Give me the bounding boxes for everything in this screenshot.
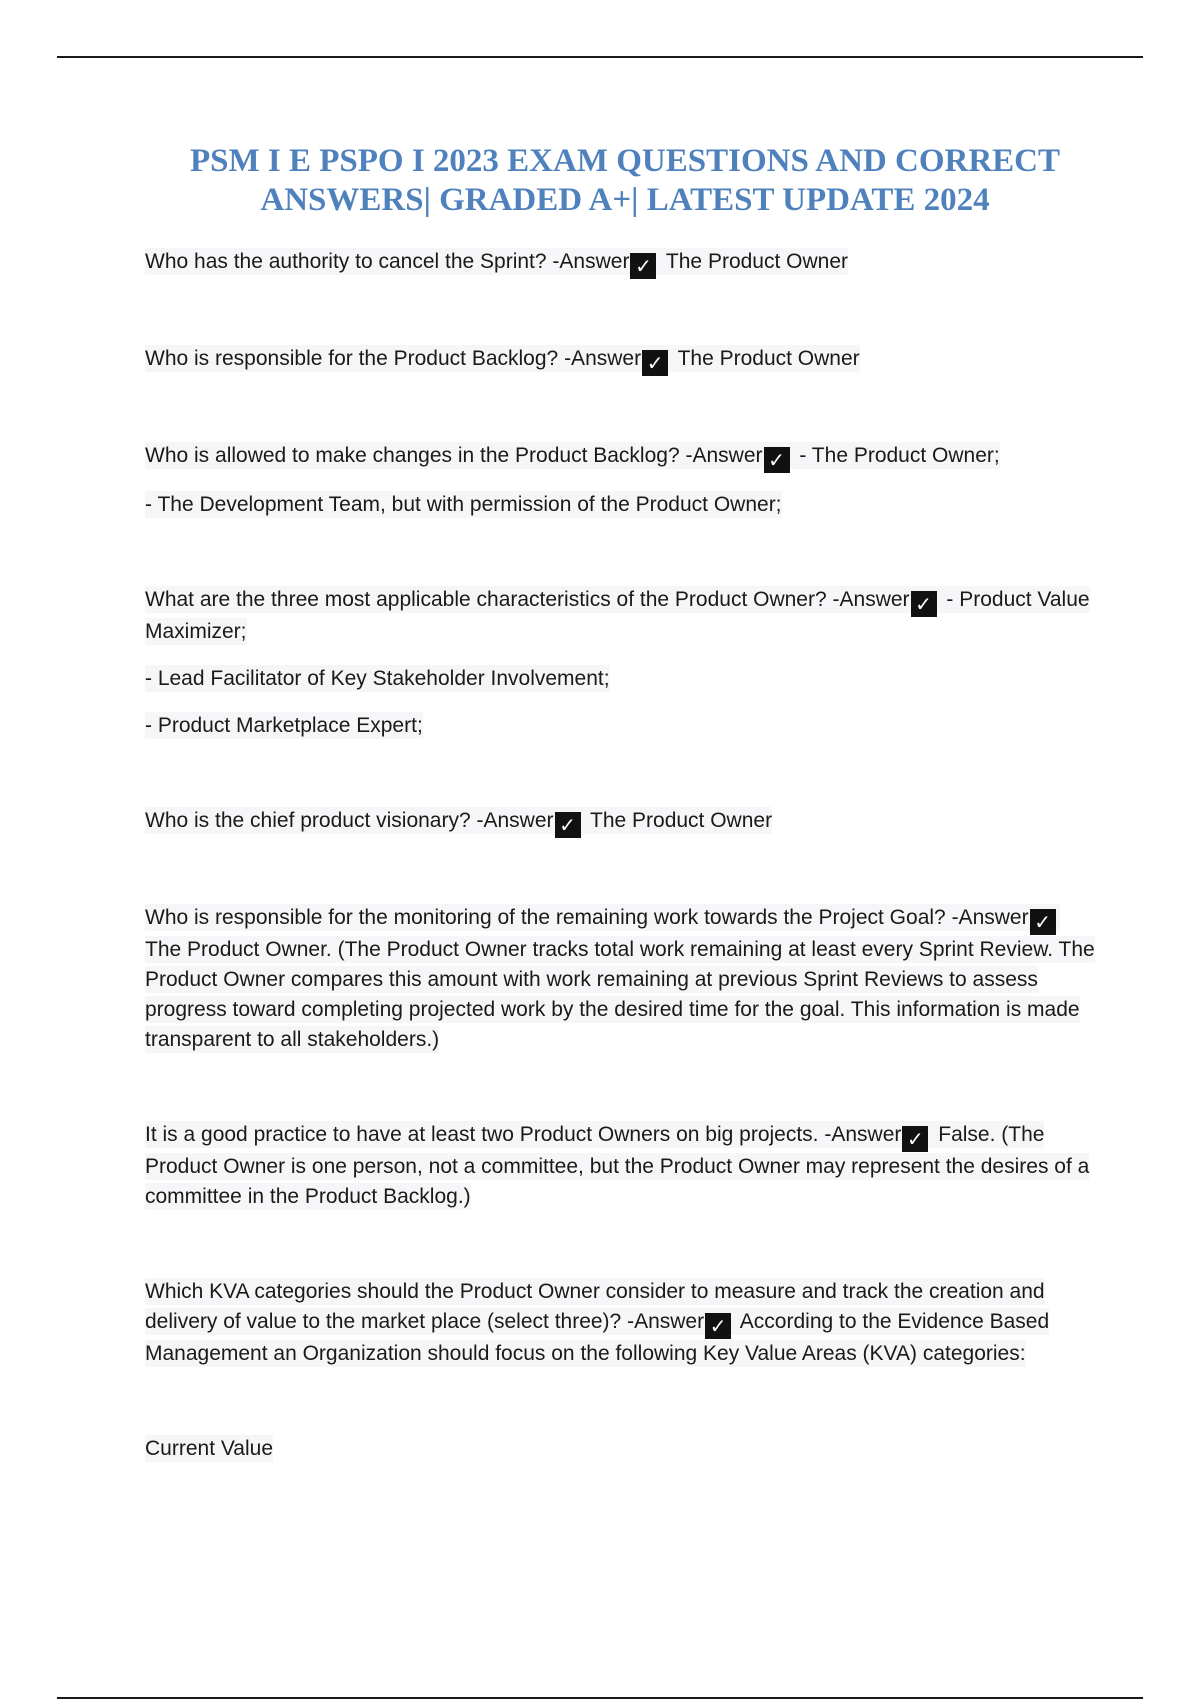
question-text: Which KVA categories should the Product Owner consider to measure and track the creation and delivery of value to the market place (select three)? [145, 1280, 1045, 1333]
answer-marker: -Answer [832, 588, 910, 611]
trailing-line: Current Value [145, 1437, 274, 1460]
top-rule [57, 56, 1143, 58]
question-text: It is a good practice to have at least two Product Owners on big projects. [145, 1123, 819, 1146]
qa-item [145, 441, 1095, 473]
bottom-rule [57, 1697, 1143, 1699]
answer-text: The Product Owner [677, 347, 860, 370]
qa-item [145, 806, 1095, 838]
answer-marker: -Answer [564, 347, 642, 370]
checkmark-icon: ✓ [705, 1313, 731, 1339]
answer-text: - Product Value Maximizer; [145, 588, 1090, 643]
answer-marker: -Answer [951, 906, 1029, 929]
checkmark-icon: ✓ [555, 812, 581, 838]
answer-text: The Product Owner [665, 250, 849, 273]
qa-item [145, 344, 1095, 376]
checkmark-icon: ✓ [911, 591, 937, 617]
checkmark-icon: ✓ [764, 447, 790, 473]
question-text: Who has the authority to cancel the Sprint? [145, 250, 547, 273]
checkmark-icon: ✓ [642, 350, 668, 376]
answer-marker: -Answer [552, 250, 630, 273]
answer-text: The Product Owner. (The Product Owner tracks total work remaining at least every Sprint Review. The Product Owner compares this amount with work remaining at previous Sprint Reviews to assess progress toward completing projected work by the desired time for the goal. This information is made transparent to all stakeholders.) [145, 938, 1095, 1051]
qa-item [145, 585, 1095, 647]
answer-continuation: - Lead Facilitator of Key Stakeholder Involvement; [145, 667, 610, 690]
qa-content [145, 247, 1095, 1464]
question-text: Who is responsible for the monitoring of the remaining work towards the Project Goal? [145, 906, 946, 929]
answer-text: - The Product Owner; [799, 444, 1000, 467]
checkmark-icon: ✓ [902, 1126, 928, 1152]
answer-text: According to the Evidence Based Management an Organization should focus on the following Key Value Areas (KVA) categories: [145, 1310, 1050, 1365]
question-text: What are the three most applicable characteristics of the Product Owner? [145, 588, 827, 611]
answer-marker: -Answer [685, 444, 763, 467]
checkmark-icon: ✓ [630, 253, 656, 279]
qa-item [145, 903, 1095, 1055]
checkmark-icon: ✓ [1030, 909, 1056, 935]
qa-item [145, 1277, 1095, 1369]
qa-item [145, 1120, 1095, 1212]
document-title: PSM I E PSPO I 2023 EXAM QUESTIONS AND CORRECT ANSWERS| GRADED A+| LATEST UPDATE 2024 [189, 143, 1061, 218]
qa-item [145, 247, 1095, 279]
question-text: Who is allowed to make changes in the Product Backlog? [145, 444, 680, 467]
answer-marker: -Answer [476, 809, 554, 832]
question-text: Who is responsible for the Product Backlog? [145, 347, 559, 370]
answer-text: The Product Owner [590, 809, 773, 832]
answer-marker: -Answer [824, 1123, 902, 1146]
answer-marker: -Answer [627, 1310, 705, 1333]
answer-text: False. (The Product Owner is one person, not a committee, but the Product Owner may represent the desires of a committee in the Product Backlog.) [145, 1123, 1090, 1208]
answer-continuation: - The Development Team, but with permission of the Product Owner; [145, 493, 782, 516]
answer-continuation: - Product Marketplace Expert; [145, 714, 423, 737]
question-text: Who is the chief product visionary? [145, 809, 471, 832]
